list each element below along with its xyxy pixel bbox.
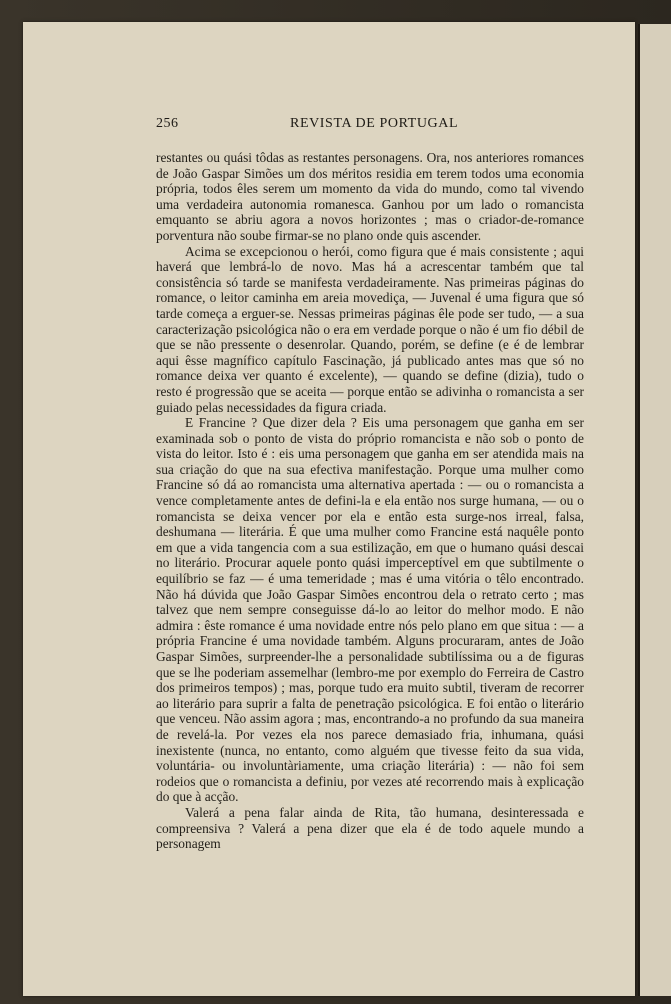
page-number: 256: [156, 116, 179, 131]
paragraph-2: Acima se excepcionou o herói, como figura que é mais consistente ; aqui haverá que lembrá-lo de novo. Mas há a acrescentar também que tal consistência só tarde se manifesta verdadeiramente. Nas primeiras páginas do romance, o leitor caminha em areia movediça, — Juvenal é uma figura que só tarde começa a erguer-se. Nessas primeiras páginas êle pode ser tudo, — a sua caracterização psicológica não o era em verdade porque o não é um fio débil de que se não pressente o desenrolar. Quando, porém, se define (e é de lembrar aqui êsse magnífico capítulo Fascinação, já publicado antes mas que só no romance deixa ver quanto é excelente), — quando se define (dizia), tudo o resto é progressão que se aceita — porque então se adivinha o romancista a ser guiado pelas necessidades da figura criada.: [156, 243, 584, 415]
paragraph-4: Valerá a pena falar ainda de Rita, tão humana, desinteressada e compreensiva ? Valerá a pena dizer que ela é de todo aquele mundo a personagem: [156, 804, 584, 852]
running-header: [156, 116, 584, 134]
paragraph-3: E Francine ? Que dizer dela ? Eis uma personagem que ganha em ser examinada sob o ponto de vista do próprio romancista e não sob o ponto de vista do leitor. Isto é : eis uma personagem que ganha em ser atendida mais na sua criação do que na sua efectiva manifestação. Porque uma mulher como Francine só dá ao romancista uma alternativa apertada : — ou o romancista a vence completamente antes de defini-la e ela então nos surge humana, — ou o romancista se deixa vencer por ela e então esta surge-nos irreal, falsa, deshumana — literária. É que uma mulher como Francine está naquêle ponto em que a vida tangencia com a sua estilização, em que o humano quási descai no literário. Procurar aquele ponto quási imperceptível em que subtilmente o equilíbrio se faz — é uma temeridade ; mas é uma vitória o têlo encontrado. Não há dúvida que João Gaspar Simões encontrou dela o retrato certo ; mas talvez que nem sempre conseguisse dá-lo ao leitor do melhor modo. E não admira : êste romance é uma novidade entre nós pelo plano em que situa : — a própria Francine é uma novidade também. Alguns procuraram, antes de João Gaspar Simões, surpreender-lhe a personalidade subtilíssima ou a de figuras que se lhe poderiam assemelhar (lembro-me por exemplo do Ferreira de Castro dos primeiros tempos) ; mas, porque tudo era muito subtil, tiveram de recorrer ao literário para suprir a falta de penetração psicológica. E foi então o literário que venceu. Não assim agora ; mas, encontrando-a no profundo da sua maneira de revelá-la. Por vezes ela nos parece demasiado fria, inhumana, quási inexistente (nunca, no entanto, como alguém que tivesse feito da sua vida, voluntária- ou involuntàriamente, uma criação literária) : — não foi sem rodeios que o romancista a definiu, por vezes até recorrendo mais à explicação do que à acção.: [156, 415, 584, 805]
body-text: [156, 150, 584, 852]
journal-title: REVISTA DE PORTUGAL: [290, 116, 459, 131]
paragraph-1: restantes ou quási tôdas as restantes personagens. Ora, nos anteriores romances de João Gaspar Simões um dos méritos residia em terem todos uma economia própria, todos êles serem um momento da vida do mundo, como tal vivendo uma verdadeira autonomia romanesca. Ganhou por um lado o romancista emquanto se abriu agora a novos horizontes ; mas o criador-de-romance porventura não soube firmar-se no plano onde quis ascender.: [156, 150, 584, 243]
adjacent-page-edge: [638, 24, 671, 996]
